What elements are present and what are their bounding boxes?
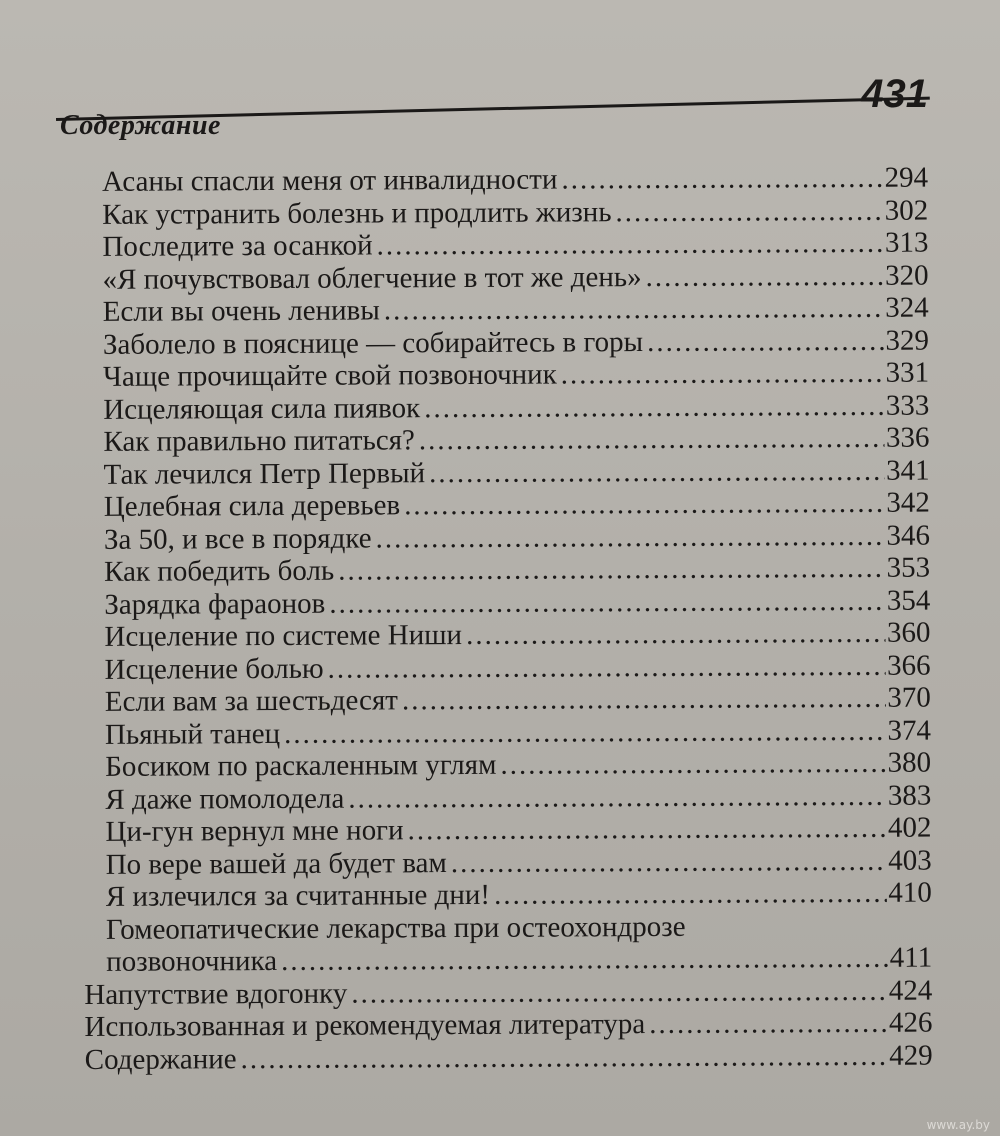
toc-entry-title: Исцеление болью (104, 652, 324, 686)
toc-entry-title: Чаще прочищайте свой позвоночник (103, 358, 557, 393)
toc-entry-page: 302 (884, 194, 929, 227)
toc-entry-page: 333 (885, 389, 930, 422)
toc-entry (84, 1007, 932, 1044)
page-number: 431 (861, 72, 928, 116)
dot-leader (329, 584, 885, 619)
dot-leader (615, 194, 882, 227)
dot-leader (328, 649, 886, 684)
toc-entry (81, 422, 929, 459)
dot-leader (351, 974, 887, 1009)
dot-leader (404, 487, 884, 522)
toc-entry-title: Как правильно питаться? (103, 424, 415, 458)
watermark: www.ay.by (926, 1118, 990, 1132)
toc-entry-page: 336 (885, 421, 930, 454)
toc-entry-title: Зарядка фараонов (104, 587, 326, 621)
dot-leader (407, 812, 886, 847)
toc-entry-title: Исцеляющая сила пиявок (103, 391, 421, 426)
toc-entry-page: 403 (888, 844, 932, 877)
dot-leader (649, 1007, 887, 1040)
toc-entry-title: Гомеопатические лекарства при остеохондрозе (105, 910, 686, 946)
toc-entry-page: 354 (886, 584, 931, 617)
toc-entry-title: Ци-гун вернул мне ноги (105, 814, 404, 848)
dot-leader (281, 942, 888, 977)
toc-entry-page: 411 (889, 941, 933, 974)
toc-entry (82, 584, 930, 621)
toc-entry-page: 380 (887, 746, 932, 779)
toc-entry (83, 812, 931, 849)
toc-entry-title: Исцеление по системе Ниши (104, 619, 463, 653)
toc-entry-page: 370 (887, 681, 931, 714)
toc-entry-title: По вере вашей да будет вам (105, 846, 447, 881)
dot-leader (375, 519, 884, 554)
toc-entry-title: Пьяный танец (104, 717, 281, 751)
dot-leader (424, 389, 884, 423)
toc-entry-title: Асаны спасли меня от инвалидности (101, 163, 558, 198)
toc-entry-page: 383 (887, 779, 932, 812)
toc-entry (83, 779, 931, 816)
toc-entry-title: Содержание (84, 1042, 237, 1076)
toc-entry-title: Последите за осанкой (102, 229, 373, 263)
toc-entry (80, 194, 928, 231)
toc-entry (83, 682, 931, 719)
toc-entry-page: 429 (889, 1039, 933, 1072)
toc-entry (81, 357, 929, 394)
toc-entry (85, 1039, 933, 1076)
toc-entry (82, 487, 930, 524)
dot-leader (451, 844, 887, 878)
toc-entry (82, 519, 930, 556)
dot-leader (500, 747, 885, 781)
header-rule (56, 97, 930, 121)
toc-entry-title-cont: позвоночника (106, 944, 278, 978)
toc-entry-title: «Я почувствовал облегчение в тот же день» (102, 260, 642, 296)
dot-leader (402, 682, 886, 717)
toc-entry (81, 292, 929, 329)
dot-leader (419, 422, 884, 456)
dot-leader (376, 227, 883, 262)
toc-entry-title: Если вы очень ленивы (102, 294, 380, 328)
dot-leader (645, 259, 883, 292)
toc-entry-page: 324 (885, 291, 929, 324)
toc-entry-title: За 50, и все в порядке (103, 521, 372, 556)
toc-entry (81, 259, 929, 296)
toc-entry-title: Так лечился Петр Первый (103, 456, 426, 491)
toc-entry-title: Если вам за шестьдесят (104, 684, 399, 718)
toc-entry-page: 331 (885, 356, 930, 389)
toc-entry (83, 649, 931, 686)
toc-entry (83, 747, 931, 784)
table-of-contents (80, 162, 933, 1076)
toc-entry-page: 426 (888, 1006, 933, 1039)
toc-entry-page: 342 (886, 486, 930, 519)
toc-entry-page: 341 (886, 454, 930, 487)
dot-leader (338, 552, 885, 587)
toc-entry (84, 844, 932, 881)
toc-entry (82, 617, 930, 654)
toc-entry-page: 410 (888, 876, 932, 909)
toc-entry (81, 389, 929, 426)
dot-leader (466, 617, 885, 651)
toc-entry-title: Целебная сила деревьев (103, 489, 401, 523)
dot-leader (429, 454, 884, 488)
toc-entry (84, 909, 932, 946)
toc-entry-page: 294 (884, 161, 929, 194)
toc-entry-page: 402 (887, 811, 932, 844)
toc-entry-page: 320 (884, 259, 929, 292)
toc-entry-page: 366 (887, 649, 931, 682)
toc-entry (80, 162, 928, 199)
toc-entry-page: 329 (885, 324, 930, 357)
toc-entry (82, 454, 930, 491)
toc-entry-page: 346 (886, 519, 931, 552)
toc-entry-page: 353 (886, 551, 931, 584)
toc-entry (84, 877, 932, 914)
toc-entry-title: Босиком по раскаленным углям (105, 748, 497, 783)
dot-leader (348, 779, 886, 814)
dot-leader (384, 292, 884, 327)
dot-leader (561, 357, 884, 391)
toc-entry-title: Напутствие вдогонку (84, 977, 348, 1011)
toc-entry-page: 313 (884, 226, 929, 259)
dot-leader (647, 324, 884, 357)
toc-entry-continuation (84, 942, 932, 979)
toc-entry-title: Как победить боль (104, 554, 335, 588)
toc-entry-title: Заболело в пояснице — собирайтесь в горы (102, 325, 644, 361)
dot-leader (494, 877, 886, 911)
toc-entry-title: Как устранить болезнь и продлить жизнь (102, 195, 612, 231)
toc-entry (82, 552, 930, 589)
toc-entry (80, 227, 928, 264)
toc-entry-title: Я даже помолодела (105, 782, 345, 816)
running-title: Содержание (60, 110, 221, 141)
toc-entry-title: Использованная и рекомендуемая литература (84, 1008, 646, 1043)
toc-entry-page: 374 (887, 714, 932, 747)
toc-entry-page: 424 (888, 974, 933, 1007)
toc-entry-page: 360 (886, 616, 931, 649)
toc-entry (83, 714, 931, 751)
dot-leader (561, 162, 882, 196)
toc-entry (81, 324, 929, 361)
dot-leader (241, 1039, 888, 1074)
dot-leader (284, 714, 886, 749)
toc-entry-title: Я излечился за считанные дни! (105, 878, 491, 913)
toc-entry (84, 974, 932, 1011)
